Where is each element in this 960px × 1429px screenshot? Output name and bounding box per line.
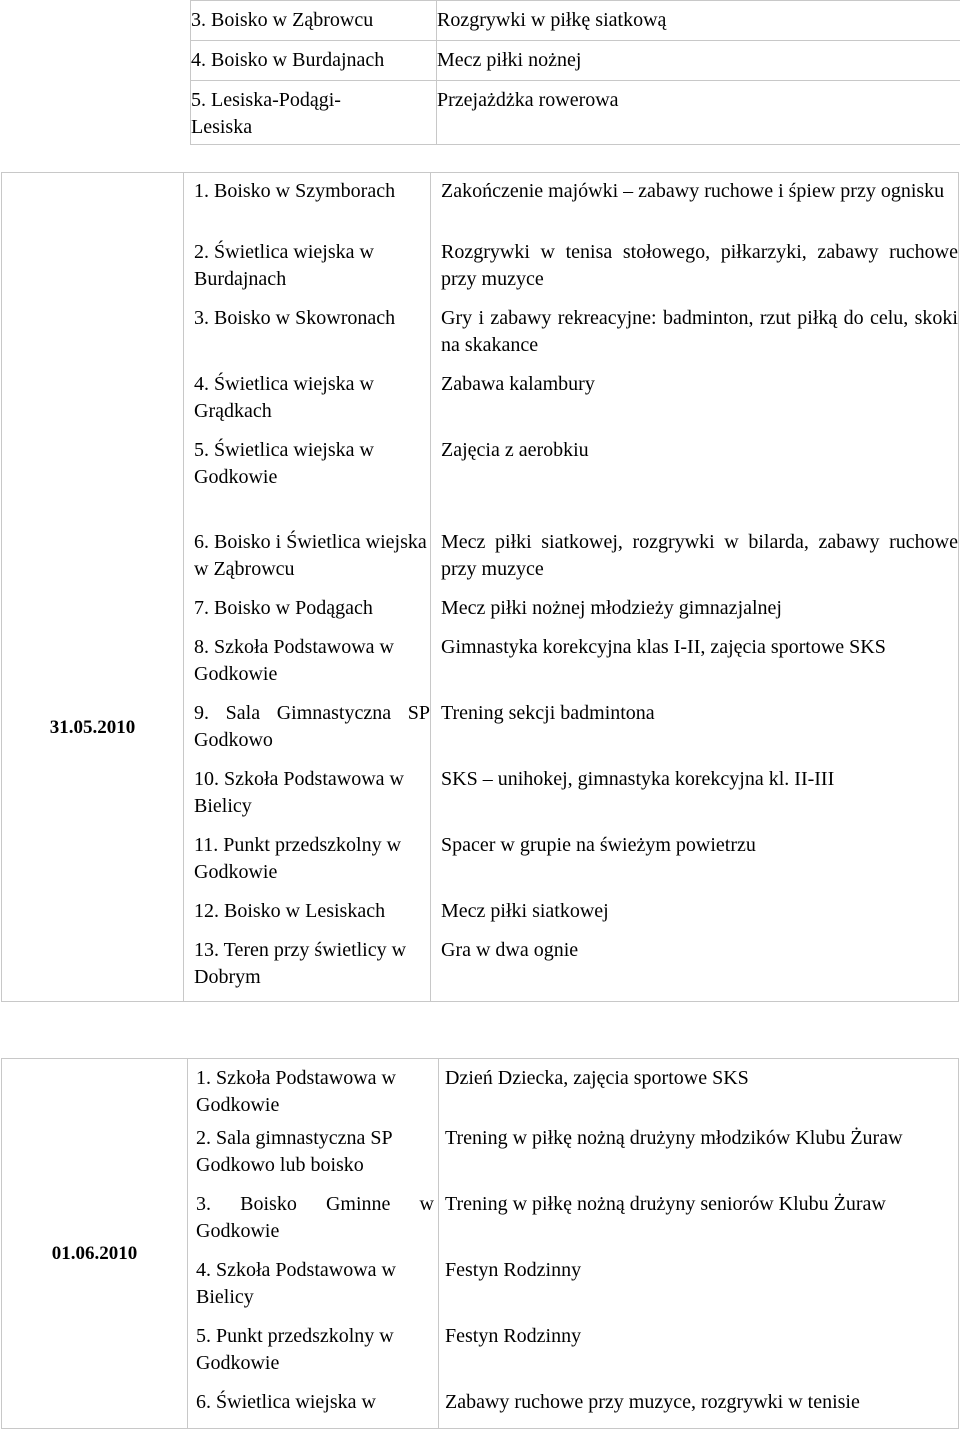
activity-cell: Spacer w grupie na świeżym powietrzu (431, 832, 959, 898)
place-cell: 4. Boisko w Burdajnach (191, 41, 437, 81)
activity-cell: Trening w piłkę nożną drużyny młodzików Klubu Żuraw (439, 1125, 959, 1191)
activity-cell: Mecz piłki nożnej (437, 41, 960, 81)
place-cell: 6. Świetlica wiejska w (188, 1389, 439, 1429)
place-cell: 8. Szkoła Podstawowa w Godkowie (184, 634, 431, 700)
schedule-table-continued (190, 0, 960, 145)
activity-cell: Festyn Rodzinny (439, 1257, 959, 1323)
place-cell: 5. Świetlica wiejska w Godkowie (184, 437, 431, 529)
table-row (2, 173, 959, 240)
activity-cell: Zabawy ruchowe przy muzyce, rozgrywki w tenisie (439, 1389, 959, 1429)
activity-cell: Dzień Dziecka, zajęcia sportowe SKS (439, 1059, 959, 1126)
activity-cell: Gry i zabawy rekreacyjne: badminton, rzut piłką do celu, skoki na skakance (431, 305, 959, 371)
activity-cell: Gra w dwa ognie (431, 937, 959, 1002)
place-cell: 4. Szkoła Podstawowa w Bielicy (188, 1257, 439, 1323)
table-row (2, 1059, 959, 1126)
activity-cell: Rozgrywki w piłkę siatkową (437, 1, 960, 41)
place-cell: 2. Sala gimnastyczna SP Godkowo lub boisko (188, 1125, 439, 1191)
date-cell: 01.06.2010 (2, 1059, 188, 1429)
place-cell: 1. Szkoła Podstawowa w Godkowie (188, 1059, 439, 1126)
activity-cell: Rozgrywki w tenisa stołowego, piłkarzyki, zabawy ruchowe przy muzyce (431, 239, 959, 305)
date-cell: 31.05.2010 (2, 173, 184, 1002)
place-cell: 3. Boisko w Ząbrowcu (191, 1, 437, 41)
activity-cell: Festyn Rodzinny (439, 1323, 959, 1389)
activity-cell: Trening w piłkę nożną drużyny seniorów Klubu Żuraw (439, 1191, 959, 1257)
place-cell: 4. Świetlica wiejska w Grądkach (184, 371, 431, 437)
activity-cell: Gimnastyka korekcyjna klas I-II, zajęcia sportowe SKS (431, 634, 959, 700)
activity-cell: Mecz piłki siatkowej, rozgrywki w bilarda, zabawy ruchowe przy muzyce (431, 529, 959, 595)
place-cell: 12. Boisko w Lesiskach (184, 898, 431, 937)
activity-cell: Przejażdżka rowerowa (437, 81, 960, 145)
place-cell: 5. Punkt przedszkolny w Godkowie (188, 1323, 439, 1389)
activity-cell: Zakończenie majówki – zabawy ruchowe i śpiew przy ognisku (431, 173, 959, 240)
place-cell: 1. Boisko w Szymborach (184, 173, 431, 240)
place-cell: 3. Boisko w Skowronach (184, 305, 431, 371)
place-cell: 10. Szkoła Podstawowa w Bielicy (184, 766, 431, 832)
place-cell: 2. Świetlica wiejska w Burdajnach (184, 239, 431, 305)
place-cell: 13. Teren przy świetlicy w Dobrym (184, 937, 431, 1002)
schedule-table-01-06 (1, 1058, 959, 1429)
place-cell: 5. Lesiska-Podągi-Lesiska (191, 81, 437, 145)
place-cell: 3. Boisko Gminne w Godkowie (188, 1191, 439, 1257)
activity-cell: Mecz piłki siatkowej (431, 898, 959, 937)
place-cell: 6. Boisko i Świetlica wiejska w Ząbrowcu (184, 529, 431, 595)
table-row (191, 81, 960, 145)
activity-cell: Trening sekcji badmintona (431, 700, 959, 766)
schedule-table-31-05 (1, 172, 959, 1002)
table-row (191, 1, 960, 41)
place-cell: 7. Boisko w Podągach (184, 595, 431, 634)
table-row (191, 41, 960, 81)
activity-cell: SKS – unihokej, gimnastyka korekcyjna kl. II-III (431, 766, 959, 832)
place-cell: 9. Sala Gimnastyczna SP Godkowo (184, 700, 431, 766)
place-cell: 11. Punkt przedszkolny w Godkowie (184, 832, 431, 898)
activity-cell: Zabawa kalambury (431, 371, 959, 437)
activity-cell: Mecz piłki nożnej młodzieży gimnazjalnej (431, 595, 959, 634)
activity-cell: Zajęcia z aerobkiu (431, 437, 959, 529)
